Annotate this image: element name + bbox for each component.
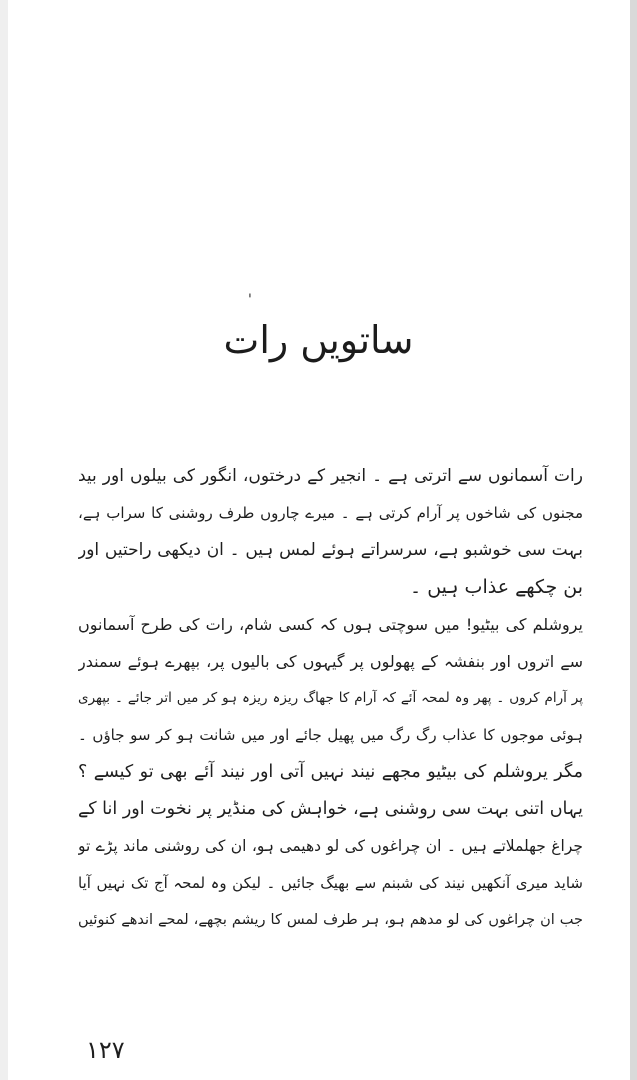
text-line: چراغ جھلملاتے ہیں ۔ ان چراغوں کی لو دھیمی ہو، ان کی روشنی ماند پڑے تو bbox=[78, 837, 583, 855]
page-left-edge bbox=[0, 0, 8, 1080]
text-line: سے اتروں اور بنفشہ کے پھولوں پر گیہوں کی بالیوں پر، بپھرے ہوئے سمندر bbox=[78, 652, 583, 671]
text-line: جب ان چراغوں کی لو مدھم ہو، ہر طرف لمس کا ریشم بچھے، لمحے اندھے کنوئیں bbox=[78, 912, 583, 928]
text-line: پر آرام کروں ۔ پھر وہ لمحہ آئے کہ آرام کا جھاگ ریزہ ریزہ ہو کر میں اتر جائے ۔ بپھری bbox=[78, 690, 583, 706]
chapter-title: ساتویں رات bbox=[223, 318, 414, 362]
text-line: رات آسمانوں سے اترتی ہے ۔ انجیر کے درختوں، انگور کی بیلوں اور بید bbox=[78, 466, 583, 486]
text-line: مگر یروشلم کی بیٹیو مجھے نیند نہیں آتی اور نیند آئے بھی تو کیسے ؟ bbox=[78, 762, 583, 782]
ink-speck: ' bbox=[248, 292, 252, 308]
text-line: مجنوں کی شاخوں پر آرام کرتی ہے ۔ میرے چاروں طرف روشنی کا سراب ہے، bbox=[78, 504, 583, 522]
body-text bbox=[78, 458, 583, 939]
text-line: بن چکھے عذاب ہیں ۔ bbox=[410, 576, 583, 598]
page-right-edge bbox=[630, 0, 637, 1080]
text-line: شاید میری آنکھیں نیند کی شبنم سے بھیگ جائیں ۔ لیکن وہ لمحہ آج تک نہیں آیا bbox=[78, 874, 583, 892]
text-line: ہوئی موجوں کا عذاب رگ رگ میں پھیل جائے اور میں شانت ہو کر سو جاؤں ۔ bbox=[78, 726, 583, 744]
text-line: بہت سی خوشبو ہے، سرسراتے ہوئے لمس ہیں ۔ ان دیکھی راحتیں اور bbox=[78, 540, 583, 560]
text-line: یروشلم کی بیٹیو! میں سوچتی ہوں کہ کسی شام، رات کی طرح آسمانوں bbox=[78, 615, 583, 634]
page-number: ۱۲۷ bbox=[86, 1036, 125, 1064]
text-line: یہاں اتنی بہت سی روشنی ہے، خواہش کی منڈیر پر نخوت اور انا کے bbox=[78, 799, 583, 819]
